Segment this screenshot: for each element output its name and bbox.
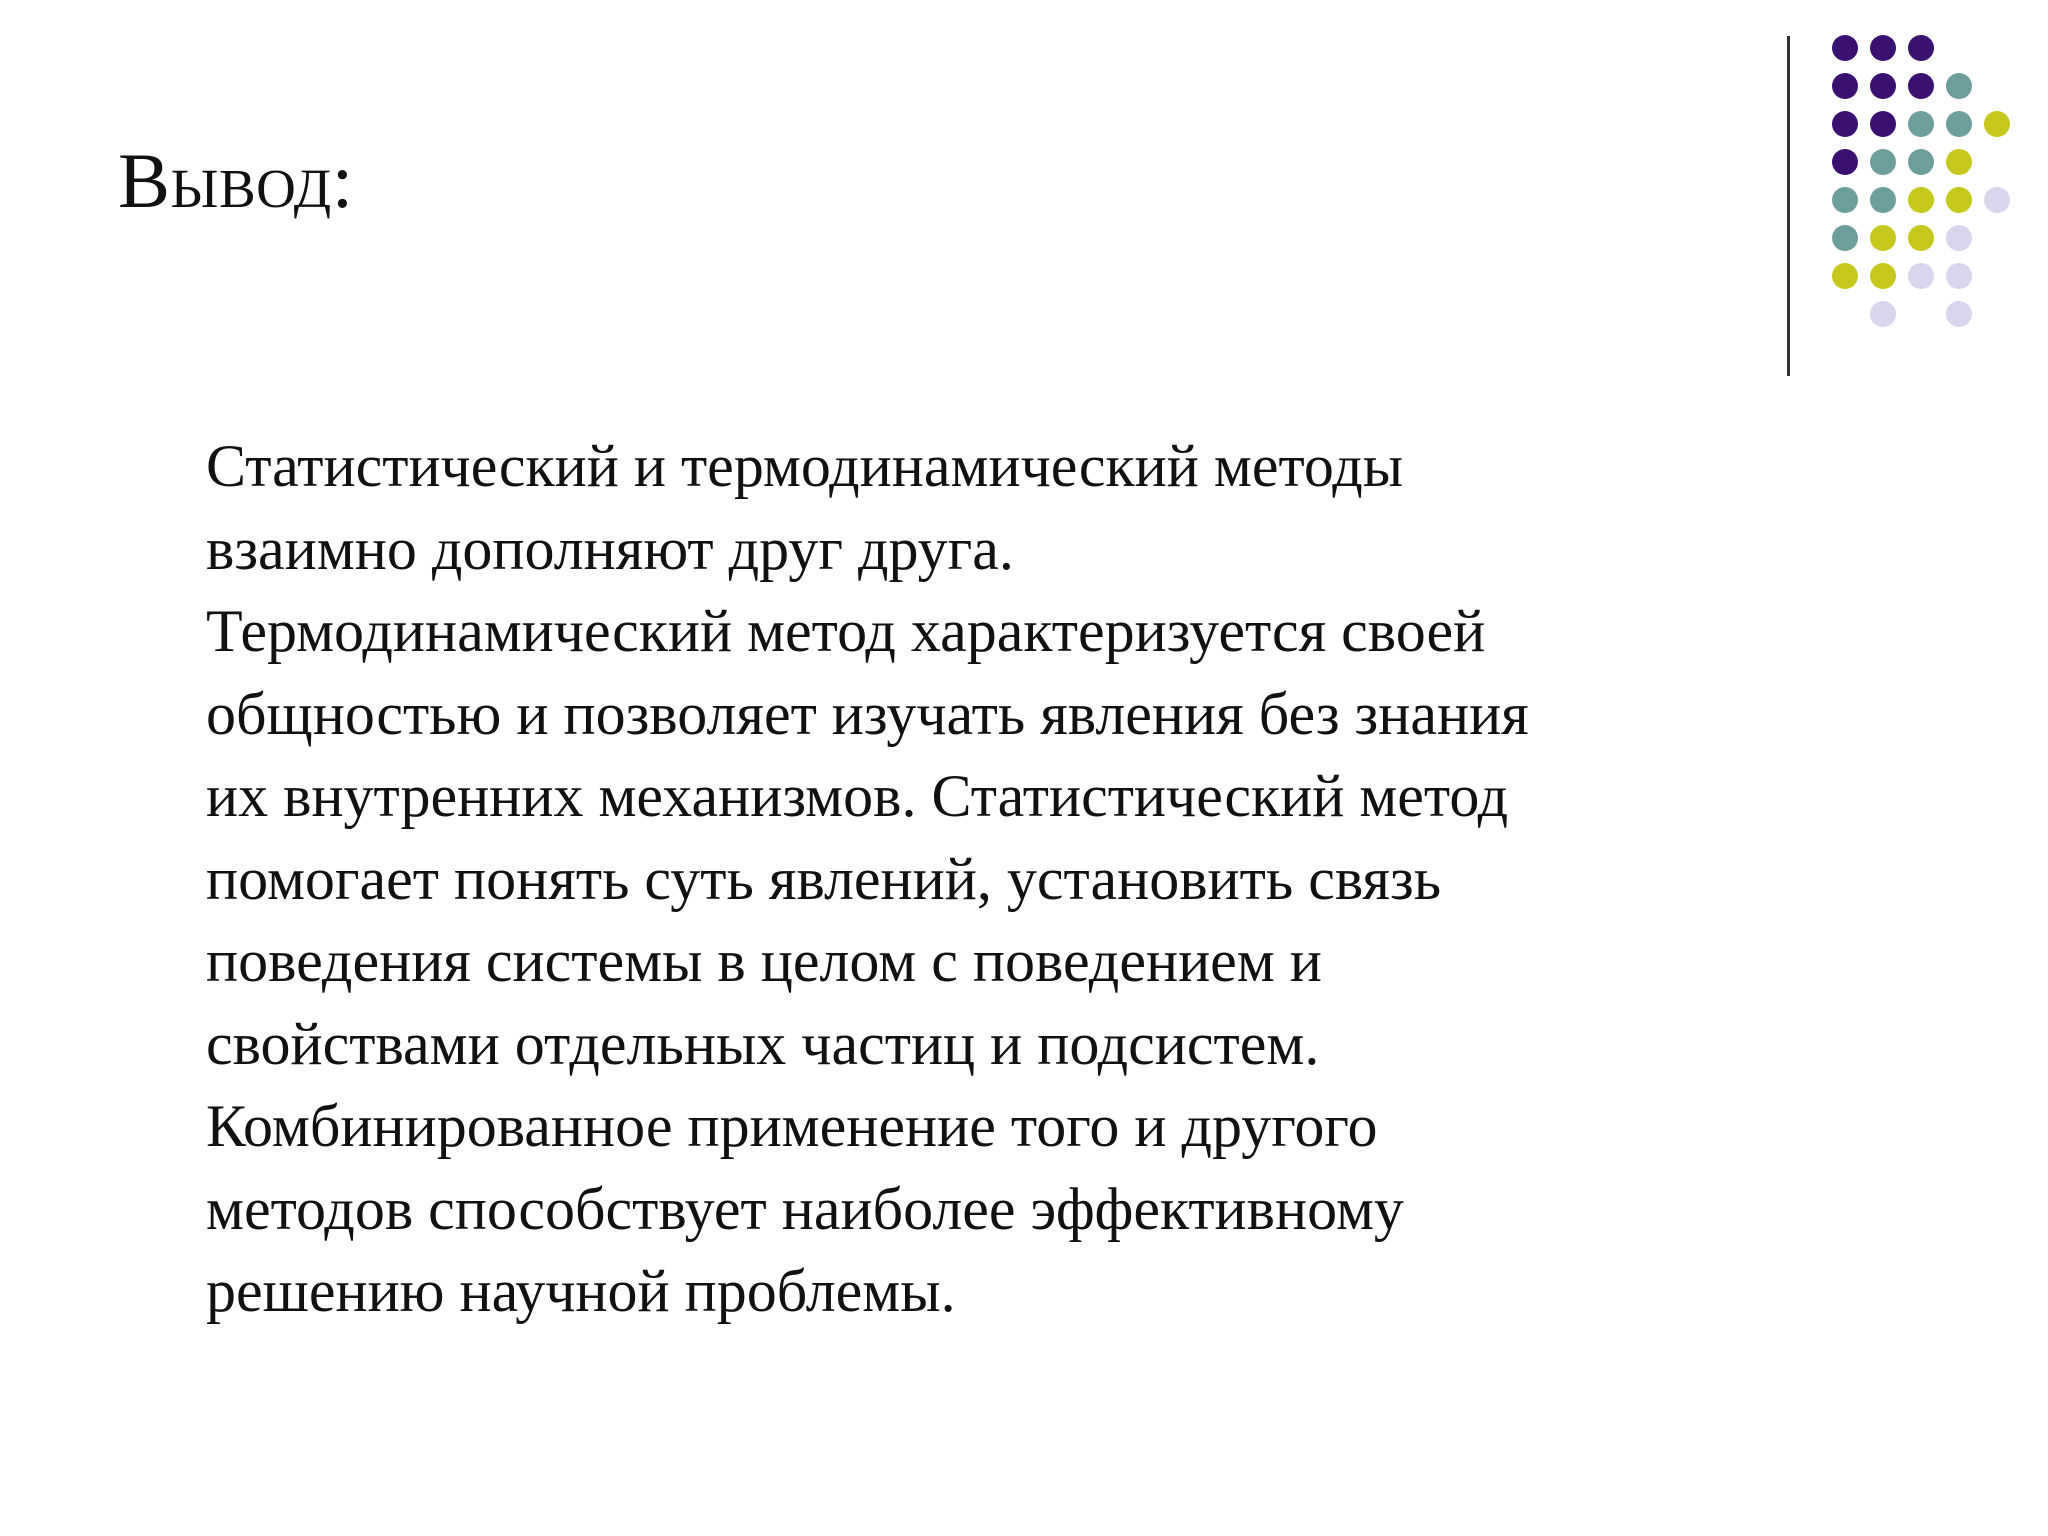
body-line: взаимно дополняют друг друга.	[206, 515, 1014, 582]
dot	[1984, 111, 2010, 137]
dot	[1832, 35, 1858, 61]
body-line: Статистический и термодинамический методы	[206, 433, 1404, 499]
slide-body	[206, 425, 1766, 1333]
decorative-dot-grid	[0, 0, 2048, 400]
dot	[1870, 225, 1896, 251]
dot	[1832, 149, 1858, 175]
dot	[1870, 263, 1896, 289]
body-line: общностью и позволяет изучать явления без знания	[206, 680, 1529, 747]
body-line: Термодинамический метод характеризуется своей	[206, 598, 1486, 664]
dot	[1946, 187, 1972, 213]
dot	[1870, 149, 1896, 175]
dot	[1832, 263, 1858, 289]
body-line: помогает понять суть явлений, установить связь	[206, 845, 1442, 912]
dot	[1946, 301, 1972, 327]
dot	[1908, 149, 1934, 175]
dot	[1946, 111, 1972, 137]
dot	[1908, 111, 1934, 137]
dot	[1870, 187, 1896, 213]
dot	[1946, 263, 1972, 289]
dot	[1832, 225, 1858, 251]
body-line: Комбинированное применение того и другого	[206, 1093, 1378, 1159]
body-line: решению научной проблемы.	[206, 1258, 956, 1324]
dot	[1908, 263, 1934, 289]
dot	[1832, 187, 1858, 213]
dot	[1870, 111, 1896, 137]
dot	[1908, 73, 1934, 99]
slide-title: Вывод:	[118, 137, 354, 224]
dot	[1870, 35, 1896, 61]
body-line: свойствами отдельных частиц и подсистем.	[206, 1010, 1320, 1077]
dot	[1832, 73, 1858, 99]
body-line: их внутренних механизмов. Статистический метод	[206, 763, 1509, 829]
dot	[1908, 35, 1934, 61]
dot	[1946, 149, 1972, 175]
dot	[1946, 225, 1972, 251]
body-line: поведения системы в целом с поведением и	[206, 928, 1322, 994]
dot	[1908, 187, 1934, 213]
dot	[1984, 187, 2010, 213]
dot	[1832, 111, 1858, 137]
dot	[1870, 301, 1896, 327]
dot	[1908, 225, 1934, 251]
dot	[1870, 73, 1896, 99]
dot	[1946, 73, 1972, 99]
body-line: методов способствует наиболее эффективному	[206, 1175, 1404, 1242]
